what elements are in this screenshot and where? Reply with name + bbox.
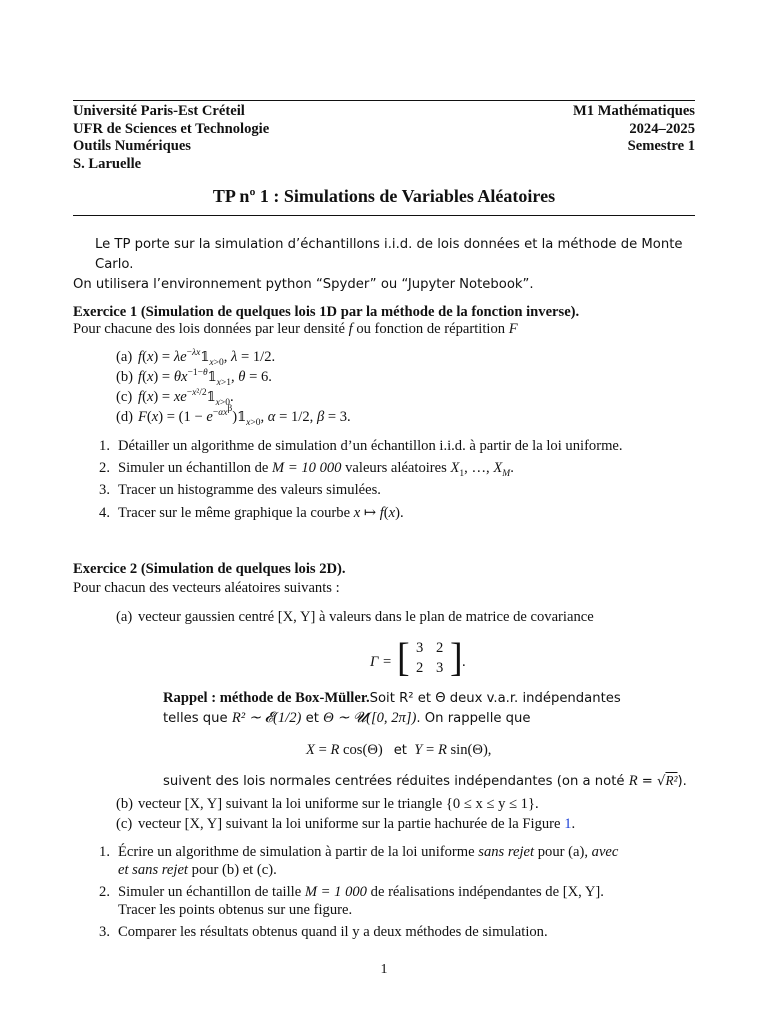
university-name: Université Paris-Est Créteil	[73, 103, 245, 119]
ex2-item-c: (c) vecteur [X, Y] suivant la loi uniforme sur la partie hachurée de la Figure 1.	[116, 816, 576, 832]
rappel-line-2: telles que R² ∼ 𝓔(1/2) et Θ ∼ 𝓤([0, 2π]). On rappelle que	[163, 710, 531, 726]
semester: Semestre 1	[627, 138, 695, 154]
ex2-task-2-m: M = 1 000	[304, 884, 367, 900]
page-number: 1	[380, 962, 388, 977]
rappel-text-2b: et	[305, 711, 319, 726]
ex2-task-1: 1. Écrire un algorithme de simulation à partir de la loi uniforme sans rejet pour (a), avec	[99, 844, 619, 860]
ex1-law-b: (b) $f(x) = \theta x^{-1-\theta}𝟙_{x>1}$, θ = 6.	[116, 368, 272, 388]
ex2-task-1-c: et sans rejet	[118, 862, 188, 878]
ex2-task-1-avec: avec	[591, 844, 619, 860]
course-name: Outils Numériques	[73, 138, 191, 154]
ex2-item-c-text: vecteur [X, Y] suivant la loi uniforme sur la partie hachurée de la Figure	[138, 816, 561, 832]
ex2-task-1-sr: sans rejet	[478, 844, 535, 860]
rappel-text-3: suivent des lois normales centrées réduites indépendantes (on a noté	[163, 774, 625, 789]
matrix-cell-22: 3	[436, 660, 444, 676]
box-muller-formula: X = R cos(Θ) et Y = R sin(Θ),	[306, 742, 492, 758]
ex1-title: Exercice 1	[73, 304, 138, 320]
ex1-task-4-text: Tracer sur le même graphique la courbe	[118, 505, 351, 521]
ex2-task-2-b: de réalisations indépendantes de [X, Y].	[370, 884, 604, 900]
rappel-line-3: suivent des lois normales centrées réduites indépendantes (on a noté R = √R²).	[163, 773, 687, 789]
rappel-line-1	[163, 688, 621, 709]
ex2-task-1-cont	[118, 860, 277, 880]
ex2-task-1-a: Écrire un algorithme de simulation à partir de la loi uniforme	[118, 844, 475, 860]
matrix-cell-12: 2	[436, 640, 444, 656]
author-name: S. Laruelle	[73, 156, 142, 172]
ex2-item-a: (a) vecteur gaussien centré [X, Y] à valeurs dans le plan de matrice de covariance	[116, 609, 594, 625]
ex1-task-2: 2. Simuler un échantillon de M = 10 000 valeurs aléatoires $X_1$, …, $X_M$.	[99, 460, 514, 479]
ex2-task-2: 2. Simuler un échantillon de taille M = 1 000 de réalisations indépendantes de [X, Y].	[99, 884, 604, 900]
ex1-task-1: 1. Détailler un algorithme de simulation d’un échantillon i.i.d. à partir de la loi uniforme.	[99, 438, 623, 454]
title-rule	[73, 215, 695, 216]
faculty-name: UFR de Sciences et Technologie	[73, 121, 270, 137]
course-level: M1 Mathématiques	[572, 103, 695, 119]
ex2-task-3-text: Comparer les résultats obtenus quand il y a deux méthodes de simulation.	[118, 924, 548, 940]
ex1-task-2-m: M = 10 000	[272, 460, 342, 476]
ex2-task-1-b: pour (a),	[537, 844, 588, 860]
ex1-subtitle: (Simulation de quelques lois 1D par la méthode de la fonction inverse).	[140, 304, 580, 320]
ex2-task-3: 3. Comparer les résultats obtenus quand il y a deux méthodes de simulation.	[99, 924, 548, 940]
ex2-task-1-d: pour (b) et (c).	[191, 862, 277, 878]
ex2-title: Exercice 2	[73, 561, 138, 577]
rappel-text-2a: telles que	[163, 711, 228, 726]
ex1-task-3: 3. Tracer un histogramme des valeurs simulées.	[99, 482, 381, 498]
ex1-task-2-tail: valeurs aléatoires	[345, 460, 447, 476]
ex2-heading	[73, 559, 695, 579]
ex1-task-1-text: Détailler un algorithme de simulation d’un échantillon i.i.d. à partir de la loi uniforme.	[118, 438, 623, 454]
matrix-cell-11: 3	[416, 640, 424, 656]
page-title: TP nº 1 : Simulations de Variables Aléatoires	[212, 186, 556, 206]
ex1-task-2-text: Simuler un échantillon de	[118, 460, 269, 476]
academic-year: 2024–2025	[629, 121, 695, 137]
ex1-task-4: 4. Tracer sur le même graphique la courbe x ↦ f(x).	[99, 505, 404, 521]
ex1-lead-text-b: ou fonction de répartition	[356, 321, 506, 337]
ex2-task-2-a: Simuler un échantillon de taille	[118, 884, 302, 900]
ex2-item-b-text: vecteur [X, Y] suivant la loi uniforme sur le triangle {0 ≤ x ≤ y ≤ 1}.	[138, 796, 539, 812]
ex1-law-a: (a) $f(x) = \lambda e^{-\lambda x}𝟙_{x>0}$, λ = 1/2.	[116, 348, 276, 368]
ex2-subtitle: (Simulation de quelques lois 2D).	[140, 561, 346, 577]
top-rule	[73, 100, 695, 101]
formula-and: et	[393, 743, 407, 758]
ex1-law-d: (d) $F(x) = (1 - e^{-\alpha x^\beta})𝟙_{x>0}$, α = 1/2, β = 3.	[116, 403, 351, 428]
ex1-lead-text-a: Pour chacune des lois données par leur densité	[73, 321, 345, 337]
intro-line-2: On utilisera l’environnement python “Spyder” ou “Jupyter Notebook”.	[73, 277, 534, 292]
ex1-task-3-text: Tracer un histogramme des valeurs simulées.	[118, 482, 381, 498]
rappel-title: Rappel : méthode de Box-Müller.	[163, 690, 370, 706]
ex2-task-2-c: Tracer les points obtenus sur une figure.	[118, 902, 353, 918]
rappel-text-1: Soit R² et Θ deux v.a.r. indépendantes	[369, 691, 621, 706]
ex1-law-c: (c) $f(x) = xe^{-x^2/2}𝟙_{x>0}$.	[116, 388, 234, 408]
ex2-lead: Pour chacun des vecteurs aléatoires suivants :	[73, 580, 340, 596]
ex2-task-2-cont	[118, 900, 352, 920]
ex2-item-a-text: vecteur gaussien centré [X, Y] à valeurs dans le plan de matrice de covariance	[138, 609, 594, 625]
intro-line-1: Le TP porte sur la simulation d’échantillons i.i.d. de lois données et la méthode de Monte Carlo.	[95, 237, 683, 272]
intro-paragraph	[73, 235, 695, 295]
ex1-lead: Pour chacune des lois données par leur densité f ou fonction de répartition F	[73, 321, 518, 337]
rappel-text-2c: . On rappelle que	[416, 711, 531, 726]
figure-1-link[interactable]: 1	[564, 816, 572, 832]
matrix-cell-21: 2	[416, 660, 424, 676]
ex2-item-b: (b) vecteur [X, Y] suivant la loi uniforme sur le triangle {0 ≤ x ≤ y ≤ 1}.	[116, 796, 539, 812]
